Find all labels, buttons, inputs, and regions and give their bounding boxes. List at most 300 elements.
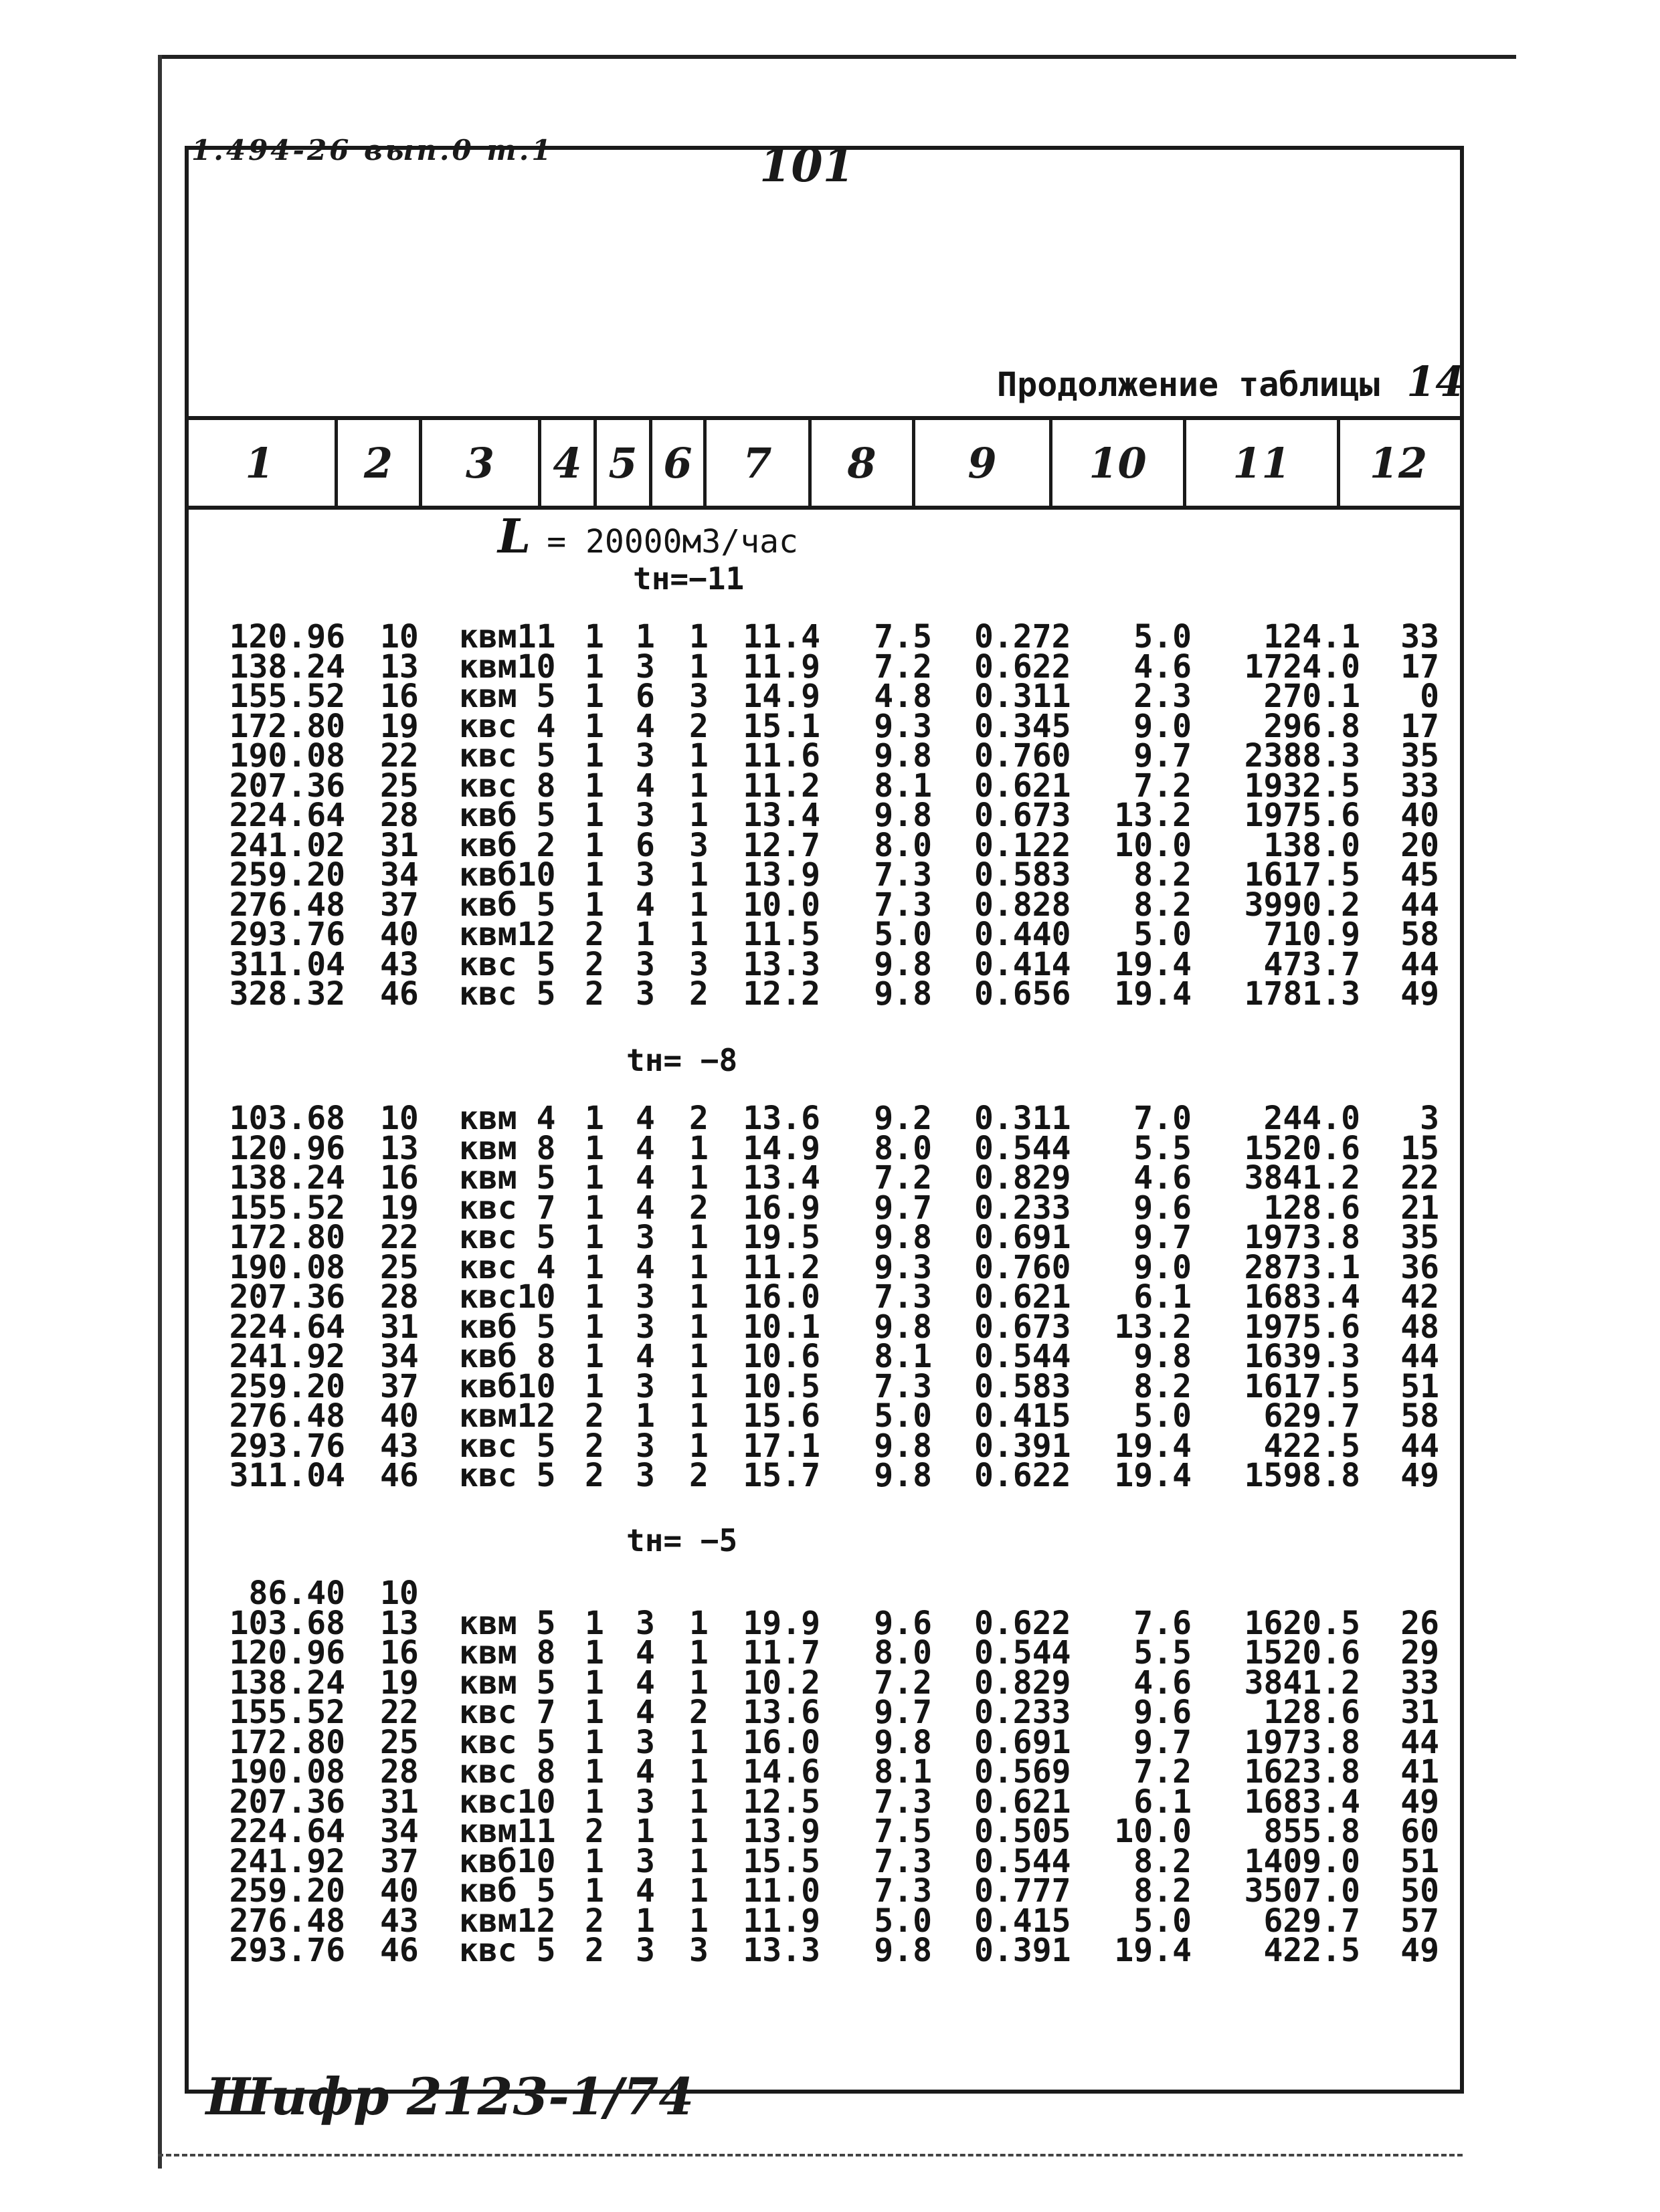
cell-col-2: 16 [380,1159,419,1197]
cell-col-6: 1 [689,1664,709,1702]
cell-col-9: 0.505 [974,1813,1071,1850]
cell-col-3: квс 8 [459,1753,556,1791]
cell-col-4: 1 [585,1159,604,1197]
cell-col-10: 9.0 [1133,707,1192,745]
cell-col-6: 1 [689,1783,709,1821]
table-row [0,1932,1660,1969]
cell-col-2: 22 [380,1219,419,1256]
cell-col-10: 7.2 [1133,1753,1192,1791]
cell-col-6: 1 [689,1753,709,1791]
table-row [0,678,1660,715]
cell-col-6: 1 [689,1634,709,1672]
cell-col-4: 1 [585,1634,604,1672]
flow-rate-value: = 20000м3/час [547,523,798,561]
cell-col-4: 1 [585,886,604,924]
cell-col-3: квс 5 [459,1723,556,1761]
cell-col-11: 1973.8 [1244,1219,1360,1256]
cell-col-5: 6 [636,826,655,864]
cell-col-10: 9.6 [1133,1189,1192,1227]
cell-col-11: 1620.5 [1244,1604,1360,1642]
table-row [0,1248,1660,1286]
cell-col-2: 22 [380,737,419,775]
cell-col-4: 1 [585,678,604,715]
cell-col-7: 10.1 [743,1308,820,1346]
handwritten-cipher: Шифр 2123-1/74 [206,2067,695,2126]
cell-col-2: 37 [380,1367,419,1405]
cell-col-1: 172.80 [229,707,345,745]
cell-col-5: 6 [636,678,655,715]
cell-col-1: 138.24 [229,1664,345,1702]
table-row [0,1159,1660,1197]
cell-col-5: 3 [636,1932,655,1969]
cell-col-6: 1 [689,618,709,656]
table-row [0,1634,1660,1672]
table-row [0,1783,1660,1821]
cell-col-1: 190.08 [229,737,345,775]
cell-col-9: 0.691 [974,1219,1071,1256]
cell-col-7: 15.1 [743,707,820,745]
table-row [0,1604,1660,1642]
cell-col-6: 3 [689,1932,709,1969]
cell-col-11: 2873.1 [1244,1248,1360,1286]
cell-col-10: 19.4 [1114,945,1192,983]
cell-col-11: 1973.8 [1244,1723,1360,1761]
cell-col-1: 241.92 [229,1842,345,1880]
cell-col-10: 5.0 [1133,916,1192,953]
cell-col-11: 1598.8 [1244,1457,1360,1494]
cell-col-8: 9.6 [874,1604,932,1642]
cell-col-7: 15.6 [743,1397,820,1435]
cell-col-3: квс 5 [459,1457,556,1494]
cell-col-11: 422.5 [1263,1427,1360,1465]
cell-col-4: 1 [585,1872,604,1910]
cell-col-3: квс 4 [459,707,556,745]
cell-col-8: 8.0 [874,1634,932,1672]
table-row [0,1129,1660,1167]
cell-col-9: 0.621 [974,1278,1071,1316]
cell-col-12: 17 [1400,707,1439,745]
cell-col-11: 1932.5 [1244,767,1360,805]
cell-col-6: 1 [689,1723,709,1761]
cell-col-5: 3 [636,1457,655,1494]
cell-col-3: квм 8 [459,1129,556,1167]
cell-col-3: квм12 [459,1397,556,1435]
cell-col-8: 7.3 [874,1367,932,1405]
cell-col-1: 207.36 [229,1783,345,1821]
cell-col-4: 1 [585,1783,604,1821]
cell-col-1: 155.52 [229,1189,345,1227]
cell-col-2: 40 [380,1397,419,1435]
cell-col-10: 8.2 [1133,1842,1192,1880]
cell-col-2: 10 [380,1100,419,1137]
cell-col-12: 21 [1400,1189,1439,1227]
cell-col-11: 855.8 [1263,1813,1360,1850]
cell-col-10: 13.2 [1114,1308,1192,1346]
cell-col-10: 10.0 [1114,826,1192,864]
cell-col-12: 3 [1420,1100,1439,1137]
cell-col-2: 46 [380,975,419,1013]
cell-col-8: 9.2 [874,1100,932,1137]
column-header-1: 1 [185,420,338,506]
cell-col-3: квм10 [459,647,556,686]
cell-col-5: 3 [636,797,655,834]
cell-col-3: квм 5 [459,678,556,715]
cell-col-10: 8.2 [1133,1367,1192,1405]
cell-col-11: 710.9 [1263,916,1360,953]
cell-col-5: 4 [636,1129,655,1167]
column-header-8: 8 [812,420,915,506]
cell-col-1: 293.76 [229,916,345,953]
cell-col-12: 49 [1400,1783,1439,1821]
cell-col-8: 8.0 [874,826,932,864]
cell-col-8: 9.8 [874,1457,932,1494]
column-header-9: 9 [915,420,1052,506]
cell-col-12: 44 [1400,1427,1439,1465]
cell-col-1: 172.80 [229,1723,345,1761]
cell-col-7: 11.2 [743,767,820,805]
cell-col-7: 14.9 [743,1129,820,1167]
cell-col-6: 1 [689,1813,709,1850]
cell-col-10: 10.0 [1114,1813,1192,1850]
column-header-4: 4 [541,420,597,506]
cell-col-11: 244.0 [1263,1100,1360,1137]
cell-col-9: 0.414 [974,945,1071,983]
cell-col-11: 3990.2 [1244,886,1360,924]
cell-col-3: квс 5 [459,945,556,983]
cell-col-4: 1 [585,1604,604,1642]
cell-col-5: 3 [636,1219,655,1256]
bottom-border-line [158,2154,1463,2156]
cell-col-10: 19.4 [1114,1457,1192,1494]
cell-col-12: 33 [1400,618,1439,656]
cell-col-3: квм12 [459,1902,556,1940]
cell-col-7: 10.5 [743,1367,820,1405]
cell-col-10: 4.6 [1133,1159,1192,1197]
cell-col-3: квм11 [459,618,556,656]
cell-col-12: 49 [1400,975,1439,1013]
cell-col-11: 3841.2 [1244,1159,1360,1197]
cell-col-3: квм12 [459,916,556,953]
cell-col-7: 16.0 [743,1278,820,1316]
cell-col-1: 328.32 [229,975,345,1013]
cell-col-6: 1 [689,1248,709,1286]
cell-col-2: 34 [380,1338,419,1375]
cell-col-8: 8.1 [874,1338,932,1375]
table-row [0,1189,1660,1227]
cell-col-6: 1 [689,1367,709,1405]
cell-col-5: 3 [636,1604,655,1642]
cell-col-10: 6.1 [1133,1278,1192,1316]
cell-col-9: 0.544 [974,1842,1071,1880]
cell-col-4: 1 [585,1367,604,1405]
cell-col-9: 0.656 [974,975,1071,1013]
cell-col-1: 224.64 [229,1308,345,1346]
cell-col-11: 1520.6 [1244,1634,1360,1672]
cell-col-1: 293.76 [229,1932,345,1969]
cell-col-1: 241.02 [229,826,345,864]
cell-col-6: 1 [689,797,709,834]
cell-col-5: 3 [636,945,655,983]
cell-col-3: квб10 [459,1367,556,1405]
cell-col-3: квб 8 [459,1338,556,1375]
cell-col-6: 1 [689,1604,709,1642]
cell-col-10: 19.4 [1114,1427,1192,1465]
cell-col-9: 0.544 [974,1634,1071,1672]
cell-col-7: 13.9 [743,1813,820,1850]
cell-col-1: 207.36 [229,767,345,805]
cell-col-9: 0.621 [974,767,1071,805]
cell-col-12: 17 [1400,647,1439,686]
cell-col-8: 7.5 [874,1813,932,1850]
cell-col-6: 1 [689,1219,709,1256]
cell-col-12: 48 [1400,1308,1439,1346]
cell-col-6: 1 [689,647,709,686]
cell-col-2: 37 [380,1842,419,1880]
cell-col-9: 0.345 [974,707,1071,745]
cell-col-1: 138.24 [229,1159,345,1197]
cell-col-4: 1 [585,856,604,894]
cell-col-12: 40 [1400,797,1439,834]
cell-col-10: 19.4 [1114,975,1192,1013]
cell-col-7: 13.4 [743,797,820,834]
cell-col-1: 207.36 [229,1278,345,1316]
table-row [0,797,1660,834]
cell-col-5: 3 [636,1427,655,1465]
cell-col-12: 42 [1400,1278,1439,1316]
cell-col-6: 1 [689,1308,709,1346]
table-row [0,1813,1660,1850]
table-number: 14 [1406,357,1465,406]
cell-col-3: квб 5 [459,886,556,924]
cell-col-1: 293.76 [229,1427,345,1465]
column-header-11: 11 [1186,420,1340,506]
cell-col-5: 3 [636,1308,655,1346]
cell-col-5: 1 [636,1813,655,1850]
cell-col-11: 1975.6 [1244,1308,1360,1346]
cell-col-12: 50 [1400,1872,1439,1910]
cell-col-3: квб10 [459,856,556,894]
cell-col-9: 0.391 [974,1427,1071,1465]
cell-col-4: 2 [585,1397,604,1435]
cell-col-7: 13.6 [743,1694,820,1731]
cell-col-4: 2 [585,916,604,953]
cell-col-10: 5.0 [1133,618,1192,656]
cell-col-11: 1617.5 [1244,856,1360,894]
cell-col-5: 3 [636,975,655,1013]
cell-col-1: 311.04 [229,945,345,983]
cell-col-4: 1 [585,1723,604,1761]
continuation-label: Продолжение таблицы [997,365,1380,404]
cell-col-5: 3 [636,647,655,686]
cell-col-1: 120.96 [229,1129,345,1167]
page-number: 101 [759,139,854,193]
cell-col-2: 13 [380,1604,419,1642]
cell-col-5: 1 [636,1397,655,1435]
cell-col-7: 19.5 [743,1219,820,1256]
cell-col-10: 5.5 [1133,1129,1192,1167]
cell-col-8: 9.8 [874,1932,932,1969]
table-row [0,1308,1660,1346]
cell-col-1: 120.96 [229,618,345,656]
table-row [0,1753,1660,1791]
cell-col-12: 44 [1400,886,1439,924]
cell-col-1: 190.08 [229,1248,345,1286]
cell-col-6: 1 [689,1842,709,1880]
cell-col-7: 12.2 [743,975,820,1013]
cell-col-2: 40 [380,1872,419,1910]
cell-col-9: 0.122 [974,826,1071,864]
table-row [0,886,1660,924]
cell-col-8: 9.8 [874,1308,932,1346]
cell-col-9: 0.415 [974,1902,1071,1940]
cell-col-10: 7.0 [1133,1100,1192,1137]
cell-col-6: 3 [689,826,709,864]
cell-col-11: 1520.6 [1244,1129,1360,1167]
flow-symbol: L [498,508,531,564]
cell-col-3: квс 5 [459,1932,556,1969]
cell-col-6: 3 [689,678,709,715]
cell-col-3: квс 8 [459,767,556,805]
cell-col-11: 1975.6 [1244,797,1360,834]
cell-col-10: 19.4 [1114,1932,1192,1969]
cell-col-6: 1 [689,1902,709,1940]
cell-col-1: 224.64 [229,797,345,834]
cell-col-11: 1409.0 [1244,1842,1360,1880]
cell-col-3: квм 8 [459,1634,556,1672]
cell-col-8: 9.3 [874,707,932,745]
cell-col-6: 1 [689,1427,709,1465]
cell-col-5: 4 [636,1100,655,1137]
cell-col-4: 1 [585,767,604,805]
cell-col-2: 34 [380,856,419,894]
cell-col-8: 7.3 [874,886,932,924]
cell-col-6: 2 [689,1457,709,1494]
cell-col-7: 10.6 [743,1338,820,1375]
cell-col-9: 0.828 [974,886,1071,924]
cell-col-8: 7.2 [874,647,932,686]
cell-col-4: 2 [585,1902,604,1940]
cell-col-1: 86.40 [248,1575,345,1612]
cell-col-9: 0.311 [974,678,1071,715]
cell-col-6: 1 [689,886,709,924]
cell-col-7: 11.9 [743,1902,820,1940]
cell-col-1: 276.48 [229,886,345,924]
cell-col-5: 1 [636,618,655,656]
cell-col-3: квс10 [459,1278,556,1316]
cell-col-12: 20 [1400,826,1439,864]
cell-col-7: 15.7 [743,1457,820,1494]
cell-col-9: 0.777 [974,1872,1071,1910]
cell-col-12: 33 [1400,767,1439,805]
cell-col-3: квб 5 [459,1872,556,1910]
column-header-3: 3 [422,420,541,506]
table-row [0,826,1660,864]
cell-col-5: 3 [636,1367,655,1405]
cell-col-5: 3 [636,737,655,775]
cell-col-11: 1781.3 [1244,975,1360,1013]
cell-col-3: квм11 [459,1813,556,1850]
cell-col-1: 155.52 [229,1694,345,1731]
cell-col-2: 46 [380,1932,419,1969]
cell-col-4: 1 [585,618,604,656]
cell-col-12: 22 [1400,1159,1439,1197]
cell-col-1: 259.20 [229,856,345,894]
cell-col-6: 1 [689,1872,709,1910]
cell-col-5: 3 [636,1723,655,1761]
table-row [0,647,1660,686]
cell-col-7: 11.9 [743,647,820,686]
cell-col-2: 31 [380,826,419,864]
cell-col-1: 172.80 [229,1219,345,1256]
cell-col-11: 138.0 [1263,826,1360,864]
cell-col-9: 0.673 [974,797,1071,834]
cell-col-5: 4 [636,1694,655,1731]
cell-col-10: 2.3 [1133,678,1192,715]
cell-col-3: квс 5 [459,1427,556,1465]
cell-col-12: 35 [1400,737,1439,775]
cell-col-8: 7.3 [874,1278,932,1316]
cell-col-12: 29 [1400,1634,1439,1672]
cell-col-6: 1 [689,1338,709,1375]
column-header-5: 5 [597,420,652,506]
cell-col-5: 4 [636,886,655,924]
cell-col-10: 9.0 [1133,1248,1192,1286]
cell-col-4: 1 [585,1189,604,1227]
cell-col-9: 0.415 [974,1397,1071,1435]
table-row [0,737,1660,775]
cell-col-2: 31 [380,1308,419,1346]
cell-col-11: 128.6 [1263,1189,1360,1227]
cell-col-8: 7.3 [874,1872,932,1910]
cell-col-7: 11.0 [743,1872,820,1910]
cell-col-11: 2388.3 [1244,737,1360,775]
cell-col-5: 1 [636,1902,655,1940]
cell-col-4: 2 [585,1427,604,1465]
top-border-line [158,55,1516,59]
cell-col-2: 10 [380,1575,419,1612]
cell-col-7: 13.4 [743,1159,820,1197]
cell-col-2: 43 [380,1427,419,1465]
cell-col-11: 296.8 [1263,707,1360,745]
cell-col-4: 1 [585,1308,604,1346]
cell-col-5: 4 [636,1338,655,1375]
cell-col-2: 37 [380,886,419,924]
cell-col-4: 1 [585,647,604,686]
cell-col-2: 19 [380,1664,419,1702]
cell-col-11: 270.1 [1263,678,1360,715]
table-row [0,945,1660,983]
cell-col-9: 0.272 [974,618,1071,656]
cell-col-2: 28 [380,1753,419,1791]
cell-col-3: квс 5 [459,975,556,1013]
cell-col-3: квб 5 [459,1308,556,1346]
cell-col-12: 35 [1400,1219,1439,1256]
cell-col-5: 4 [636,1248,655,1286]
table-row [0,767,1660,805]
table-row [0,1664,1660,1702]
cell-col-12: 45 [1400,856,1439,894]
cell-col-9: 0.440 [974,916,1071,953]
table-row [0,1872,1660,1910]
cell-col-8: 9.8 [874,1723,932,1761]
column-header-6: 6 [652,420,707,506]
cell-col-7: 11.5 [743,916,820,953]
cell-col-9: 0.621 [974,1783,1071,1821]
cell-col-8: 7.5 [874,618,932,656]
cell-col-9: 0.829 [974,1664,1071,1702]
cell-col-3: квс 5 [459,737,556,775]
cell-col-10: 5.0 [1133,1902,1192,1940]
